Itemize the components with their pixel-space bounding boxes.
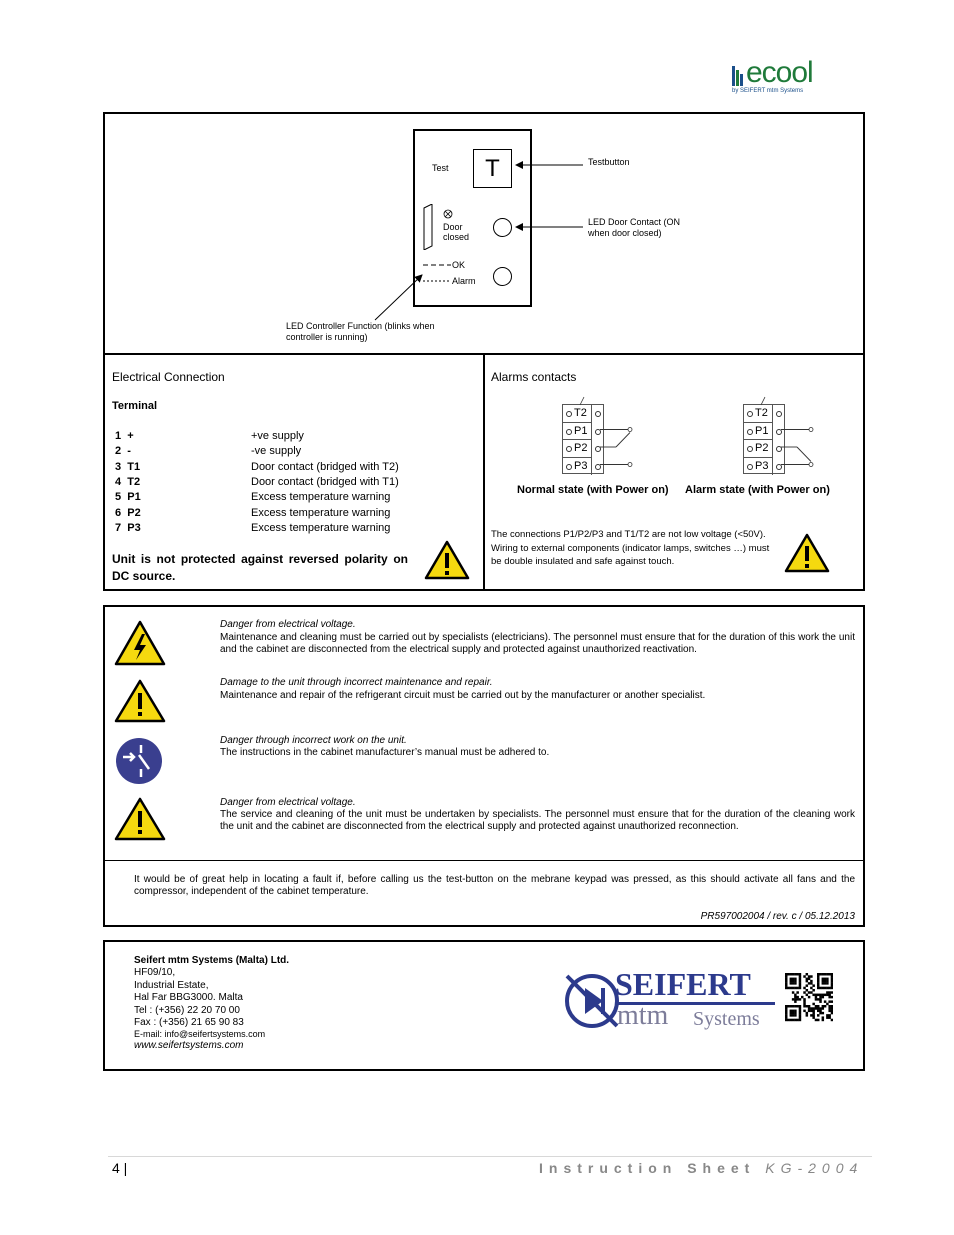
contact-switch-icon: [781, 404, 861, 484]
terminal-label: P3: [755, 459, 769, 472]
ecool-logo-sub: by SEIFERT mtm Systems: [732, 88, 804, 94]
annotation-led-door-1: LED Door Contact (ON: [588, 217, 681, 227]
terminal-id: 2 -: [115, 445, 131, 458]
safety-title-1: Danger from electrical voltage.: [220, 619, 356, 630]
terminal-description: Excess temperature warning: [251, 491, 391, 504]
safety-text-3: The instructions in the cabinet manufacturer’s manual must be adhered to.: [220, 747, 550, 758]
terminal-id: 3 T1: [115, 460, 141, 473]
annotation-led-door-2: when door closed): [588, 228, 662, 238]
terminal-description: Excess temperature warning: [251, 506, 391, 519]
footer-title: [539, 1160, 863, 1176]
p3-contact-point: [628, 463, 632, 467]
page-number: 4 |: [112, 1160, 128, 1176]
safety-text-1: Maintenance and cleaning must be carried out by specialists (electricians). The personnel must ensure that for the duration of this work the unit and the cabinet are disconnected from the electrical supply and protected against unauthorized reactivation.: [220, 632, 855, 655]
alarms-title: Alarms contacts: [491, 370, 577, 384]
terminal-dot: [566, 464, 572, 470]
alarm-state-diagram: [743, 404, 785, 474]
warning-icon: [114, 797, 166, 841]
terminal-label: P1: [574, 424, 588, 437]
terminal-dot: [566, 411, 572, 417]
contact-switch-icon: [600, 404, 680, 484]
terminal-cell: [744, 440, 773, 458]
polarity-warning: Unit is not protected against reversed polarity on DC source.: [112, 552, 408, 583]
qr-code-icon[interactable]: [785, 973, 833, 1023]
p1-contact-point: [809, 428, 813, 432]
warning-icon: [424, 540, 470, 580]
address-line: Industrial Estate,: [134, 979, 209, 991]
terminal-id: 7 P3: [115, 521, 141, 534]
door-label-2: closed: [443, 232, 470, 242]
address-line: Hal Far BBG3000. Malta: [134, 992, 243, 1003]
ok-label: OK: [452, 260, 466, 270]
alarm-label: Alarm: [452, 276, 476, 286]
safety-divider: [104, 860, 864, 861]
p3-contact-point: [809, 463, 813, 467]
terminal-dot: [747, 411, 753, 417]
annotation-testbutton: Testbutton: [588, 157, 630, 167]
address-line: HF09/10,: [134, 967, 176, 978]
terminal-label: P2: [755, 442, 769, 454]
terminal-description: Door contact (bridged with T1): [251, 475, 399, 488]
terminal-cell: [563, 458, 592, 476]
safety-text-4: The service and cleaning of the unit must be undertaken by specialists. The personnel must ensure that for the duration of the cleaning work the unit and the cabinet are disconnected from the electrical supply and protected against unauthorized reconnection.: [220, 809, 855, 832]
ecool-logo-word: ecool: [746, 56, 813, 89]
electrical-hazard-icon: [114, 620, 166, 666]
annotation-arrows: [0, 0, 954, 360]
terminal-cell: [563, 405, 592, 423]
seifert-logo-text: SEIFERT: [615, 966, 751, 1002]
safety-title-3: Danger through incorrect work on the unit.: [220, 735, 407, 746]
safety-title-4: Danger from electrical voltage.: [220, 797, 356, 808]
address-line: Tel : (+356) 22 20 70 00: [134, 1004, 240, 1016]
terminal-description: Door contact (bridged with T2): [251, 460, 399, 473]
terminal-label: T2: [574, 407, 587, 419]
terminal-description: Excess temperature warning: [251, 521, 391, 534]
seifert-logo-mtm: mtm: [617, 1000, 669, 1031]
label-tick-icon: [578, 396, 588, 406]
warning-icon: [114, 679, 166, 723]
seifert-logo-systems: Systems: [693, 1008, 760, 1030]
alarms-note: The connections P1/P2/P3 and T1/T2 are not low voltage (<50V). Wiring to external components (indicator lamps, switches …) must be double insulated and safe against touch.: [491, 529, 770, 567]
disconnect-mains-icon: [115, 737, 163, 785]
normal-state-caption: Normal state (with Power on): [517, 484, 669, 496]
terminal-dot: [566, 446, 572, 452]
annotation-led-controller-2: controller is running): [286, 332, 368, 342]
terminal-cell: [563, 423, 592, 441]
annotation-led-controller-1: LED Controller Function (blinks when: [286, 321, 435, 331]
p1-contact-point: [628, 428, 632, 432]
help-text: It would be of great help in locating a fault if, before calling us the test-button on the mebrane keypad was pressed, as this should activate all fans and the compressor, independent of the cabinet temperature.: [134, 874, 855, 897]
contact-email: E-mail: info@seifertsystems.com: [134, 1029, 266, 1039]
terminal-dot: [747, 464, 753, 470]
terminal-label: P1: [755, 424, 769, 437]
safety-title-2: Damage to the unit through incorrect maintenance and repair.: [220, 677, 493, 688]
terminal-description: +ve supply: [251, 430, 304, 442]
alarm-state-caption: Alarm state (with Power on): [685, 484, 830, 496]
test-button-glyph: T: [485, 155, 500, 182]
terminal-label: P2: [574, 442, 588, 454]
terminal-id: 1 +: [115, 430, 134, 442]
terminal-dot: [747, 446, 753, 452]
door-label-1: Door: [443, 222, 463, 232]
terminal-cell: [744, 405, 773, 423]
terminal-id: 5 P1: [115, 491, 141, 504]
doc-reference: PR597002004 / rev. c / 05.12.2013: [700, 911, 855, 922]
footer-rule: [108, 1156, 872, 1157]
safety-text-2: Maintenance and repair of the refrigerant circuit must be carried out by the manufacturer or another specialist.: [220, 690, 706, 701]
normal-state-diagram: [562, 404, 604, 474]
terminal-heading: Terminal: [112, 400, 158, 412]
electrical-title: Electrical Connection: [112, 370, 225, 384]
seifert-logo-mark: [563, 970, 623, 1032]
terminal-dot: [747, 429, 753, 435]
address-line: Fax : (+356) 21 65 90 83: [134, 1017, 244, 1028]
terminal-label: P3: [574, 459, 588, 472]
test-label: Test: [432, 163, 449, 173]
terminal-description: -ve supply: [251, 445, 302, 458]
footer-doc-title: Instruction Sheet: [539, 1160, 756, 1176]
label-tick-icon: [759, 396, 769, 406]
switch-arm: [797, 447, 811, 462]
warning-icon: [784, 533, 830, 573]
company-name: Seifert mtm Systems (Malta) Ltd.: [134, 955, 290, 966]
terminal-cell: [563, 440, 592, 458]
terminal-id: 4 T2: [115, 475, 141, 488]
switch-arm: [616, 433, 630, 448]
seifert-logo: [563, 966, 778, 1032]
terminal-id: 6 P2: [115, 506, 141, 519]
terminal-cell: [744, 423, 773, 441]
terminal-cell: [744, 458, 773, 476]
terminal-dot: [566, 429, 572, 435]
footer-doc-code: KG-2004: [765, 1160, 864, 1176]
contact-website: www.seifertsystems.com: [134, 1040, 244, 1051]
terminal-label: T2: [755, 407, 768, 419]
